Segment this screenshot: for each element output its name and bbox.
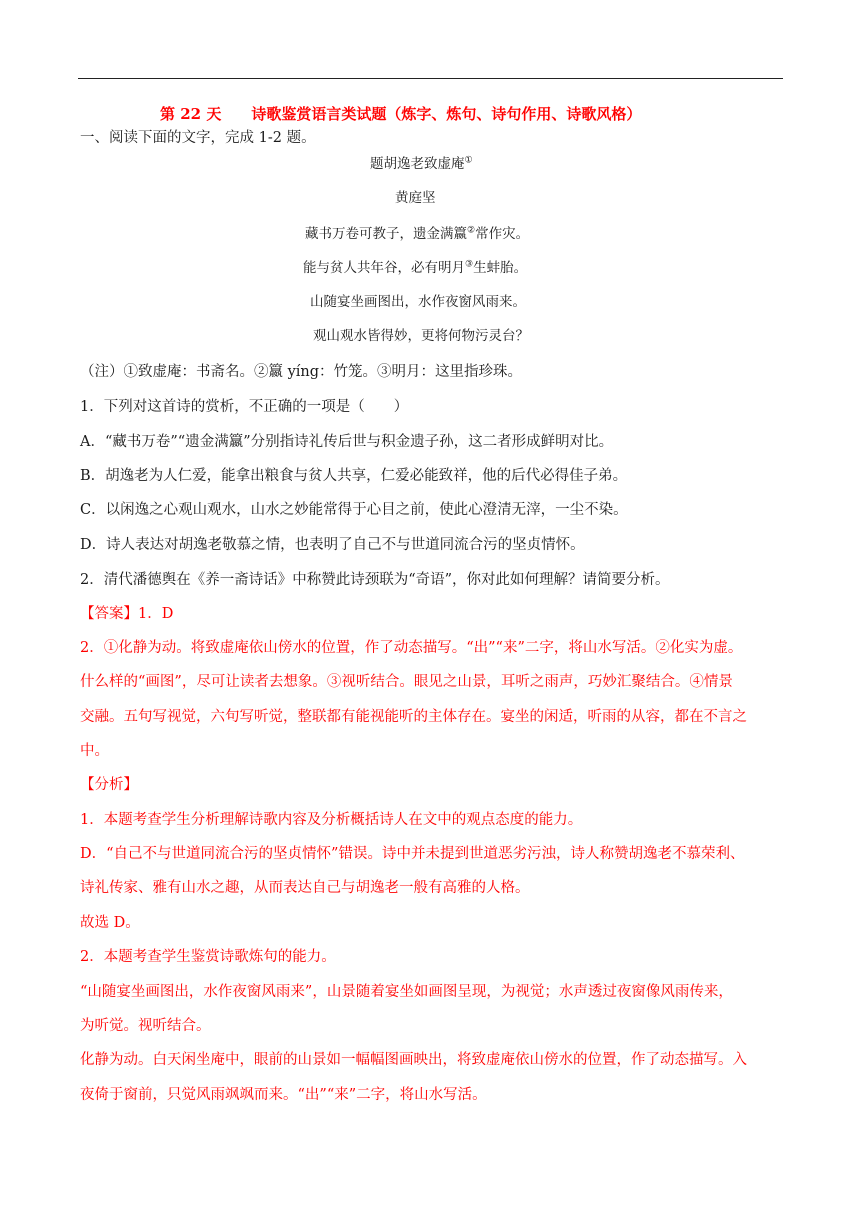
analysis-line: 为听觉。视听结合。 — [80, 1018, 211, 1034]
answer-line: 2．①化静为动。将致虚庵依山傍水的位置，作了动态描写。“出”“来”二字，将山水写活。②化实为虚。 — [80, 640, 743, 656]
analysis-line: D．“自己不与世道同流合污的坚贞情怀”错误。诗中并未提到世道恶劣污浊，诗人称赞胡逸老不慕荣利、 — [80, 846, 745, 862]
answer-line: 什么样的“画图”，尽可让读者去想象。③视听结合。眼见之山景，耳听之雨声，巧妙汇聚结合。④情景 — [80, 674, 733, 690]
poem-line-4: 观山观水皆得妙，更将何物污灵台？ — [313, 328, 529, 344]
analysis-line: “山随宴坐画图出，水作夜窗风雨来”，山景随着宴坐如画图呈现，为视觉；水声透过夜窗像风雨传来， — [80, 984, 733, 1000]
analysis-line: 诗礼传家、雅有山水之趣，从而表达自己与胡逸老一般有高雅的人格。 — [80, 880, 530, 896]
answer-label: 【答案】1．D — [80, 606, 174, 622]
answer-line: 交融。五句写视觉，六句写听觉，整联都有能视能听的主体存在。宴坐的闲适，听雨的从容，都在不言之 — [80, 709, 747, 725]
option-b: B．胡逸老为人仁爱，能拿出粮食与贫人共享，仁爱必能致祥，他的后代必得佳子弟。 — [80, 468, 628, 484]
answer-line: 中。 — [80, 743, 109, 759]
footnote-marker: ② — [467, 225, 476, 236]
option-c: C．以闲逸之心观山观水，山水之妙能常得于心目之前，使此心澄清无滓，一尘不染。 — [80, 502, 628, 518]
analysis-label: 【分析】 — [80, 777, 138, 793]
footnote-marker: ③ — [465, 259, 474, 270]
poem-line-1: 藏书万卷可教子，遗金满籝②常作灾。 — [305, 225, 530, 242]
footnote-marker: ① — [464, 155, 473, 166]
question-2: 2．清代潘德舆在《养一斋诗话》中称赞此诗颈联为“奇语”，你对此如何理解？请简要分析。 — [80, 572, 670, 588]
poem-line-2: 能与贫人共年谷，必有明月③生蚌胎。 — [303, 259, 528, 276]
option-a: A．“藏书万卷”“遗金满籝”分别指诗礼传后世与积金遗子孙，这二者形成鲜明对比。 — [80, 434, 614, 450]
option-d: D．诗人表达对胡逸老敬慕之情，也表明了自己不与世道同流合污的坚贞情怀。 — [80, 537, 585, 553]
reading-instruction: 一、阅读下面的文字，完成 1-2 题。 — [80, 130, 316, 146]
analysis-line: 夜倚于窗前，只觉风雨飒飒而来。“出”“来”二字，将山水写活。 — [80, 1087, 487, 1103]
poem-author: 黄庭坚 — [395, 190, 436, 206]
poem-title: 题胡逸老致虚庵① — [370, 155, 473, 172]
poem-footnote: （注）①致虚庵：书斋名。②籝 yíng：竹笼。③明月：这里指珍珠。 — [80, 364, 523, 380]
header-rule — [78, 78, 783, 79]
question-1-stem: 1．下列对这首诗的赏析，不正确的一项是（ ） — [80, 399, 409, 415]
analysis-line: 1．本题考查学生分析理解诗歌内容及分析概括诗人在文中的观点态度的能力。 — [80, 812, 583, 828]
page-title: 第 22 天 诗歌鉴赏语言类试题（炼字、炼句、诗句作用、诗歌风格） — [160, 105, 642, 123]
poem-line-3: 山随宴坐画图出，水作夜窗风雨来。 — [310, 294, 526, 310]
analysis-line: 化静为动。白天闲坐庵中，眼前的山景如一幅幅图画映出，将致虚庵依山傍水的位置，作了动态描写。入 — [80, 1052, 747, 1068]
analysis-line: 故选 D。 — [80, 915, 140, 931]
analysis-line: 2．本题考查学生鉴赏诗歌炼句的能力。 — [80, 949, 336, 965]
